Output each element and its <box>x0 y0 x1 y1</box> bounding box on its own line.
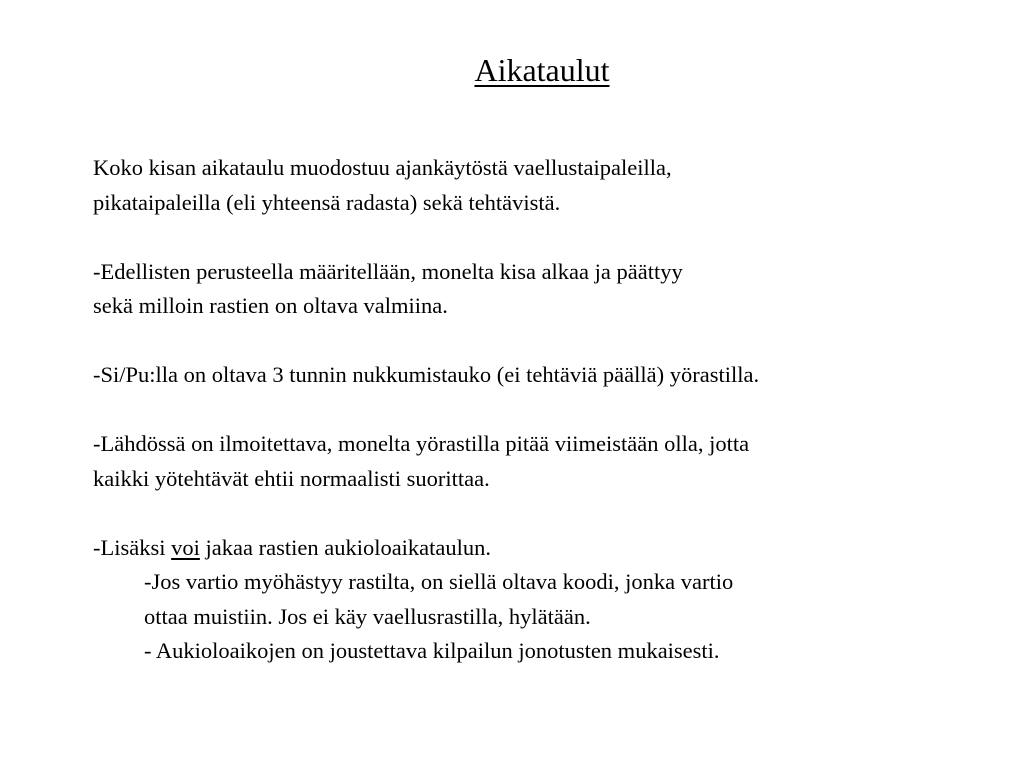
paragraph-1-line-2: pikataipaleilla (eli yhteensä radasta) sekä tehtävistä. <box>93 189 561 215</box>
paragraph-5-suffix: jakaa rastien aukioloaikataulun. <box>199 534 492 560</box>
paragraph-1-line-1: Koko kisan aikataulu muodostuu ajankäytöstä vaellustaipaleilla, <box>93 155 672 180</box>
paragraph-2-line-1: -Edellisten perusteella määritellään, monelta kisa alkaa ja päättyy <box>93 258 683 284</box>
paragraph-4-line-2: kaikki yötehtävät ehtii normaalisti suorittaa. <box>93 465 490 491</box>
sub-item-1-line-2: ottaa muistiin. Jos ei käy vaellusrastilla, hylätään. <box>144 603 591 629</box>
slide-body <box>93 151 993 669</box>
paragraph-spacer <box>93 220 993 255</box>
paragraph-spacer <box>93 393 993 428</box>
slide-title: Aikataulut <box>474 52 610 88</box>
paragraph-5-prefix: -Lisäksi <box>93 534 172 560</box>
paragraph-5-underlined-word: voi <box>171 534 200 560</box>
paragraph-5-line-1 <box>93 531 993 566</box>
paragraph-2-line-2: sekä milloin rastien on oltava valmiina. <box>93 293 448 318</box>
paragraph-spacer <box>93 496 993 531</box>
sub-item-2-line-1: - Aukioloaikojen on joustettava kilpailun jonotusten mukaisesti. <box>144 638 720 663</box>
paragraph-4-line-1: -Lähdössä on ilmoitettava, monelta yörastilla pitää viimeistään olla, jotta <box>93 431 750 456</box>
paragraph-3-line-1: -Si/Pu:lla on oltava 3 tunnin nukkumistauko (ei tehtäviä päällä) yörastilla. <box>93 362 760 387</box>
paragraph-spacer <box>93 324 993 359</box>
sub-item-1-line-1: -Jos vartio myöhästyy rastilta, on siellä oltava koodi, jonka vartio <box>144 569 734 594</box>
